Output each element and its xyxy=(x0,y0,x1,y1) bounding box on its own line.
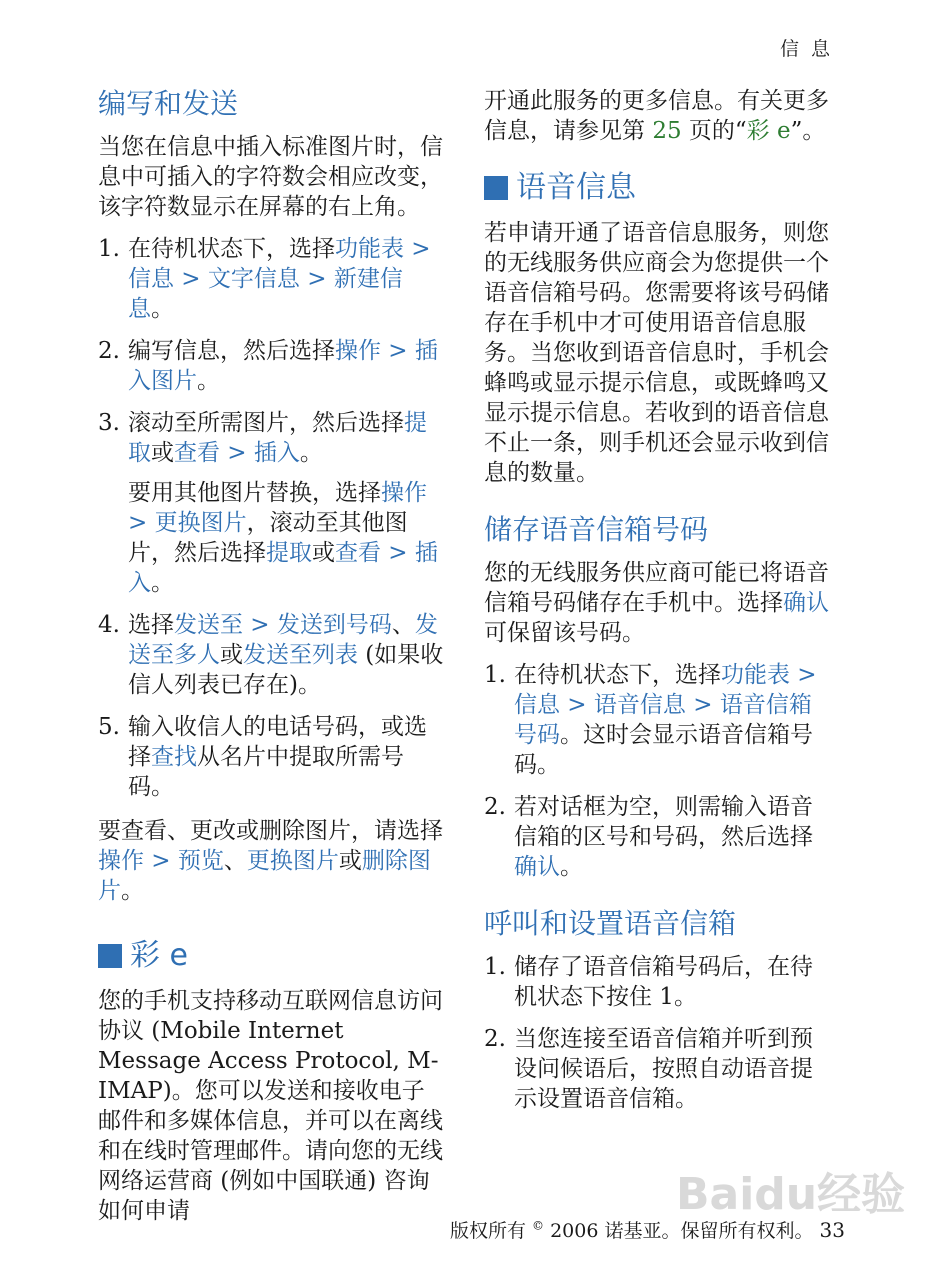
footer: 版权所有 © 2006 诺基亚。保留所有权利。 33 xyxy=(450,1218,845,1242)
page-reference: 25 xyxy=(652,118,682,144)
compose-intro: 当您在信息中插入标准图片时，信息中可插入的字符数会相应改变，该字符数显示在屏幕的右上角。 xyxy=(98,134,443,220)
right-column xyxy=(484,86,834,1128)
voice-messages-body: 若申请开通了语音信息服务，则您的无线服务供应商会为您提供一个语音信箱号码。您需要将该号码储存在手机中才可使用语音信息服务。当您收到语音信息时，手机会蜂鸣或显示提示信息，或既蜂鸣又显示提示信息。若收到的语音信息不止一条，则手机还会显示收到信息的数量。 xyxy=(484,220,829,486)
menu-path-link: 新建信息 xyxy=(128,266,403,322)
menu-path-link: 提取 xyxy=(128,410,427,466)
baidu-watermark: Baidu经验 xyxy=(676,1169,906,1220)
menu-path-link: 功能表 xyxy=(335,236,404,262)
section-title-voice-messages: 语音信息 xyxy=(484,168,834,208)
list-item: 5. 输入收信人的电话号码，或选择查找从名片中提取所需号码。 xyxy=(98,714,427,800)
menu-path-link: 信息 xyxy=(128,266,174,292)
menu-path-link: 查看 xyxy=(174,440,220,466)
section-title-caie: 彩 e xyxy=(98,936,446,976)
caie-body-continued: 开通此服务的更多信息。有关更多信息，请参见第 25 页的“彩 e”。 xyxy=(484,88,829,144)
list-item: 1. 在待机状态下，选择功能表 > 信息 > 语音信息 > 语音信箱号码。这时会显示语音信箱号码。 xyxy=(484,662,817,778)
list-item: 3. 滚动至所需图片，然后选择提取或查看 > 插入。 xyxy=(98,410,427,466)
section-title-compose-send: 编写和发送 xyxy=(98,87,239,120)
save-number-steps xyxy=(484,660,834,882)
list-item: 2. 编写信息，然后选择操作 > 插入图片。 xyxy=(98,338,438,394)
replace-image-note: 要用其他图片替换，选择操作 > 更换图片，滚动至其他图片，然后选择提取或查看 > 插入。 xyxy=(128,480,438,596)
menu-path-link: 文字信息 xyxy=(207,266,300,292)
list-item: 1. 储存了语音信箱号码后，在待机状态下按住 1。 xyxy=(484,954,813,1010)
subsection-title-save-number: 储存语音信箱号码 xyxy=(484,513,709,546)
page-number: 33 xyxy=(819,1218,845,1242)
menu-path-link: 操作 xyxy=(335,338,381,364)
call-setup-steps xyxy=(484,952,834,1114)
list-item: 2. 当您连接至语音信箱并听到预设问候语后，按照自动语音提示设置语音信箱。 xyxy=(484,1026,813,1112)
list-item: 2. 若对话框为空，则需输入语音信箱的区号和号码，然后选择确认。 xyxy=(484,794,813,880)
square-bullet-icon xyxy=(98,944,122,968)
square-bullet-icon xyxy=(484,176,508,200)
menu-path-link: 插入 xyxy=(253,440,300,466)
copyright-symbol: © xyxy=(532,1218,545,1233)
view-change-delete-note: 要查看、更改或删除图片，请选择操作 > 预览、更换图片或删除图片。 xyxy=(98,818,443,904)
left-column xyxy=(98,86,446,1238)
menu-path-link: 插入图片 xyxy=(128,338,438,394)
subsection-title-call-setup: 呼叫和设置语音信箱 xyxy=(484,907,737,940)
caie-body: 您的手机支持移动互联网信息访问协议 (Mobile Internet Message Access Protocol, M-IMAP)。您可以发送和接收电子邮件和多媒体信息，并可以在离线和在线时管理邮件。请向您的无线网络运营商 (例如中国联通) 咨询如何申请 xyxy=(98,988,443,1224)
list-item: 1. 在待机状态下，选择功能表 > 信息 > 文字信息 > 新建信息。 xyxy=(98,236,431,322)
cross-reference-link: 彩 e xyxy=(746,118,791,144)
compose-steps-cont xyxy=(98,610,446,802)
save-number-intro: 您的无线服务供应商可能已将语音信箱号码储存在手机中。选择确认可保留该号码。 xyxy=(484,560,829,646)
list-item: 4. 选择发送至 > 发送到号码、发送至多人或发送至列表 (如果收信人列表已存在)。 xyxy=(98,612,444,698)
running-head: 信 息 xyxy=(780,38,834,60)
compose-steps xyxy=(98,234,446,468)
